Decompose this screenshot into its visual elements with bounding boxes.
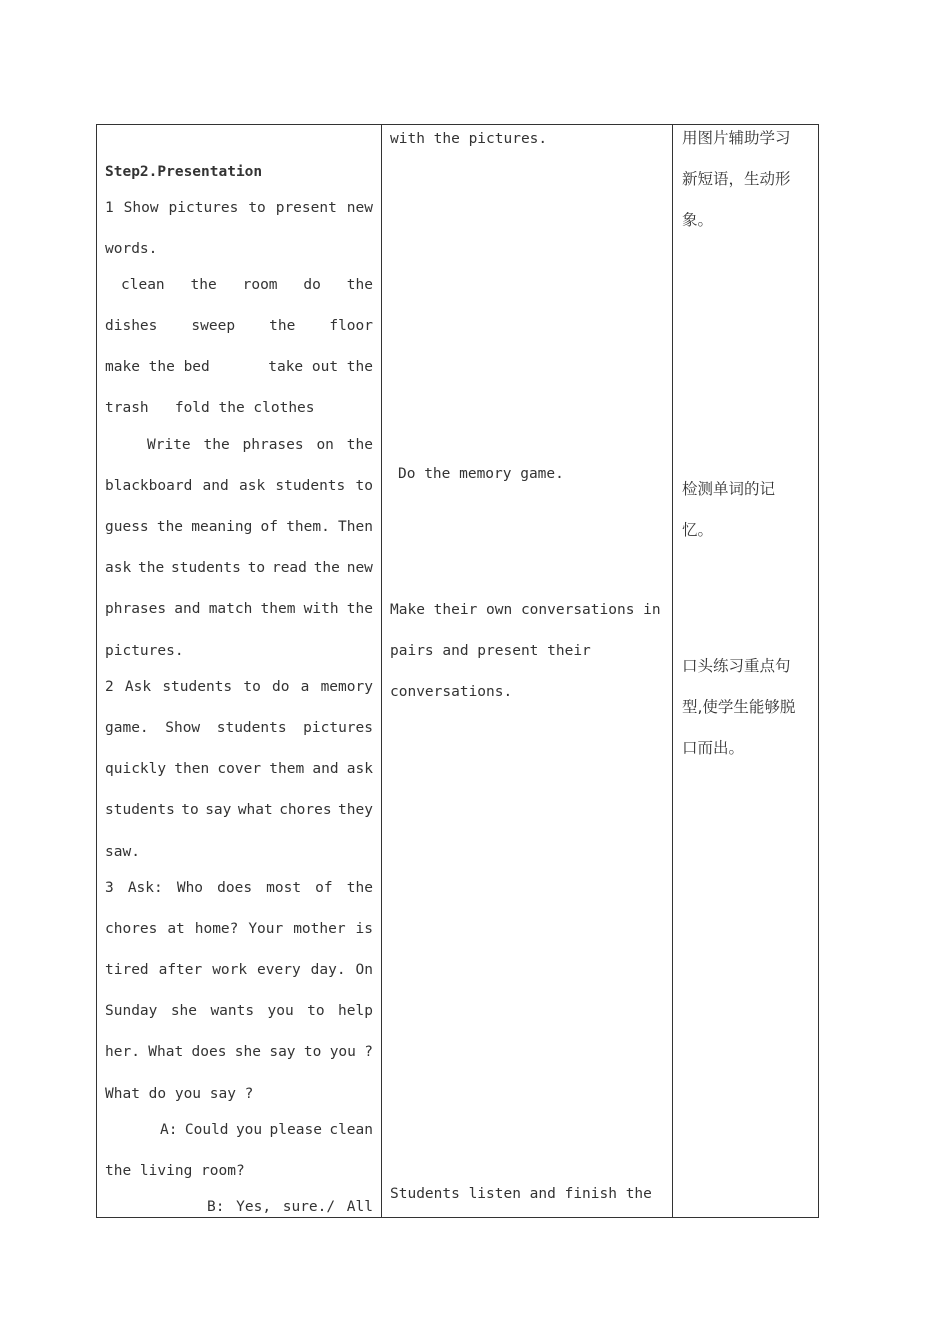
word: memory <box>320 679 373 695</box>
word: dishes <box>105 318 158 334</box>
word: to <box>247 560 266 576</box>
word: the <box>203 437 230 453</box>
student-activity-line: Do the memory game. <box>398 466 564 482</box>
word: guess <box>105 519 149 535</box>
word: you <box>329 1044 356 1060</box>
word: ask <box>346 761 373 777</box>
section-heading: Step2.Presentation <box>105 164 263 180</box>
word: she <box>234 1044 261 1060</box>
word: 2 <box>105 679 114 695</box>
word: All <box>346 1199 373 1215</box>
word: match <box>208 601 253 617</box>
student-activity-line: pairs and present their <box>390 643 591 659</box>
word: Then <box>338 519 373 535</box>
word: students <box>216 720 287 736</box>
teacher-activity-line <box>105 802 373 818</box>
word: to <box>307 1003 325 1019</box>
word: A: <box>160 1122 178 1138</box>
word: Sunday <box>105 1003 158 1019</box>
word: chores <box>105 921 158 937</box>
word: What <box>148 1044 184 1060</box>
word: then <box>174 761 210 777</box>
word: Yes, <box>236 1199 272 1215</box>
word: the <box>156 519 184 535</box>
teacher-activity-line <box>105 679 373 695</box>
teacher-activity-line: the living room? <box>105 1163 245 1179</box>
teacher-activity-line <box>105 560 373 576</box>
word: you <box>267 1003 294 1019</box>
word: you <box>235 1122 263 1138</box>
word: do <box>303 277 321 293</box>
word: day. <box>310 962 346 978</box>
teacher-activity-line <box>105 962 373 978</box>
teacher-activity-line <box>105 478 373 494</box>
design-intent-line: 忆。 <box>682 521 714 539</box>
teacher-activity-line <box>105 601 373 617</box>
word: ask <box>105 560 132 576</box>
word: Who <box>176 880 204 896</box>
word: On <box>355 962 373 978</box>
word: 3 <box>105 880 114 896</box>
word: the <box>313 560 340 576</box>
teacher-activity-line <box>105 1003 373 1019</box>
word: present <box>275 200 337 216</box>
word: tired <box>105 962 149 978</box>
word: her. <box>105 1044 140 1060</box>
design-intent-line: 型,使学生能够脱 <box>682 698 796 716</box>
column-divider-1 <box>381 124 382 1218</box>
word: sure./ <box>282 1199 336 1215</box>
word: meaning <box>191 519 253 535</box>
word: Show <box>165 720 201 736</box>
word: wants <box>210 1003 255 1019</box>
word: ask <box>238 478 266 494</box>
word: clean <box>121 277 165 293</box>
word: is <box>355 921 373 937</box>
teacher-activity-line <box>105 519 373 535</box>
word: and <box>312 761 339 777</box>
word: a <box>300 679 310 695</box>
word: most <box>266 880 302 896</box>
teacher-activity-line <box>105 359 373 375</box>
teacher-activity-line <box>105 200 373 216</box>
word: new <box>346 200 373 216</box>
word: does <box>191 1044 227 1060</box>
design-intent-line: 象。 <box>682 211 714 229</box>
design-intent-line: 检测单词的记 <box>682 480 776 498</box>
word: ? <box>364 1044 373 1060</box>
word: quickly <box>105 761 167 777</box>
teacher-activity-line <box>105 720 373 736</box>
word: mother <box>293 921 346 937</box>
word: she <box>170 1003 198 1019</box>
word: students <box>171 560 241 576</box>
word: Could <box>184 1122 229 1138</box>
teacher-activity-line: words. <box>105 241 158 257</box>
word: every <box>257 962 301 978</box>
word: students <box>162 679 233 695</box>
word: game. <box>105 720 149 736</box>
word: the <box>269 318 296 334</box>
word: the <box>346 437 373 453</box>
word: chores <box>279 802 332 818</box>
word: read <box>271 560 307 576</box>
word: Write <box>147 437 191 453</box>
word: Your <box>248 921 284 937</box>
teacher-activity-line <box>160 1122 373 1138</box>
word: Show <box>123 200 159 216</box>
word: with <box>303 601 339 617</box>
word: the <box>190 277 217 293</box>
word: to <box>248 200 266 216</box>
word: them <box>269 761 305 777</box>
word: say <box>205 802 232 818</box>
teacher-activity-line <box>207 1199 373 1215</box>
student-activity-line: Students listen and finish the <box>390 1186 652 1202</box>
word: phrases <box>105 601 167 617</box>
word: to <box>243 679 261 695</box>
word: pictures <box>168 200 239 216</box>
word: floor <box>329 318 373 334</box>
word: take out the <box>268 359 373 375</box>
teacher-activity-line: pictures. <box>105 643 184 659</box>
word: the <box>346 601 373 617</box>
word: Ask <box>124 679 152 695</box>
word: blackboard <box>105 478 193 494</box>
design-intent-line: 口头练习重点句 <box>682 657 791 675</box>
word: please <box>269 1122 322 1138</box>
word: to <box>181 802 199 818</box>
word: students <box>275 478 346 494</box>
word: to <box>355 478 373 494</box>
word: they <box>338 802 373 818</box>
column-divider-2 <box>672 124 673 1218</box>
word: phrases <box>242 437 304 453</box>
design-intent-line: 新短语，生动形 <box>682 170 791 188</box>
word: cover <box>217 761 262 777</box>
word: make the bed <box>105 359 210 375</box>
teacher-activity-line: trash fold the clothes <box>105 400 315 416</box>
design-intent-line: 口而出。 <box>682 739 745 757</box>
design-intent-line: 用图片辅助学习 <box>682 129 791 147</box>
word: of <box>315 880 333 896</box>
teacher-activity-line <box>105 921 373 937</box>
word: them. <box>286 519 330 535</box>
teacher-activity-line <box>105 1044 373 1060</box>
word: on <box>316 437 334 453</box>
teacher-activity-line <box>105 880 373 896</box>
teacher-activity-line <box>105 318 373 334</box>
word: B: <box>207 1199 225 1215</box>
word: the <box>346 277 373 293</box>
teacher-activity-line <box>147 437 373 453</box>
word: home? <box>194 921 239 937</box>
word: them <box>260 601 296 617</box>
word: do <box>272 679 290 695</box>
teacher-activity-line <box>121 277 373 293</box>
student-activity-line: conversations. <box>390 684 513 700</box>
word: what <box>237 802 273 818</box>
word: to <box>303 1044 322 1060</box>
word: room <box>242 277 278 293</box>
word: and <box>174 601 201 617</box>
word: at <box>167 921 185 937</box>
word: does <box>217 880 253 896</box>
teacher-activity-line: saw. <box>105 844 140 860</box>
word: new <box>346 560 373 576</box>
teacher-activity-line: What do you say ? <box>105 1086 254 1102</box>
word: of <box>260 519 278 535</box>
student-activity-line: Make their own conversations in <box>390 602 661 618</box>
word: and <box>202 478 229 494</box>
word: after <box>158 962 203 978</box>
student-activity-line: with the pictures. <box>390 131 548 147</box>
word: say <box>269 1044 296 1060</box>
word: the <box>138 560 165 576</box>
word: the <box>346 880 373 896</box>
word: help <box>338 1003 373 1019</box>
word: 1 <box>105 200 114 216</box>
word: work <box>212 962 248 978</box>
word: clean <box>329 1122 373 1138</box>
word: pictures <box>303 720 373 736</box>
word: students <box>105 802 175 818</box>
word: sweep <box>191 318 236 334</box>
word: Ask: <box>127 880 163 896</box>
teacher-activity-line <box>105 761 373 777</box>
